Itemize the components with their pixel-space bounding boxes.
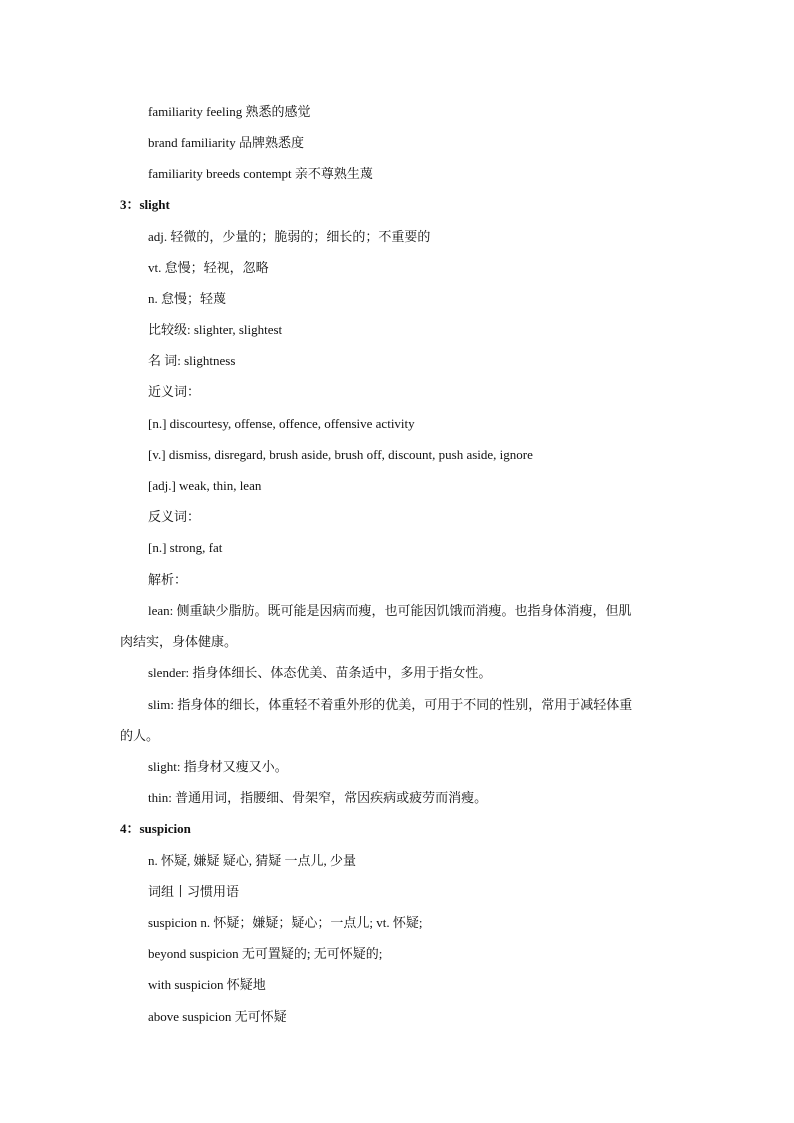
phrase-familiarity-feeling: familiarity feeling 熟悉的感觉 [148,104,311,119]
synonyms-label: 近义词： [148,384,201,399]
analysis-slender: slender: 指身体细长、体态优美、苗条适中，多用于指女性。 [148,665,492,680]
suspicion-n-definition: n. 怀疑, 嫌疑 疑心, 猜疑 一点儿, 少量 [148,853,357,868]
phrase-beyond-suspicion: beyond suspicion 无可置疑的; 无可怀疑的; [148,946,383,961]
slight-comparative: 比较级: slighter, slightest [148,322,283,337]
analysis-slim-continued: 的人。 [120,728,160,743]
antonyms-noun: [n.] strong, fat [148,540,223,555]
heading-suspicion: 4：suspicion [120,821,191,836]
slight-n-definition: n. 怠慢；轻蔑 [148,291,227,306]
slight-vt-definition: vt. 怠慢；轻视，忽略 [148,260,269,275]
phrase-brand-familiarity: brand familiarity 品牌熟悉度 [148,135,304,150]
analysis-lean: lean: 侧重缺少脂肪。既可能是因病而瘦，也可能因饥饿而消瘦。也指身体消瘦，但肌 [148,603,632,618]
phrase-above-suspicion: above suspicion 无可怀疑 [148,1009,287,1024]
phrase-familiarity-breeds-contempt: familiarity breeds contempt 亲不尊熟生蔑 [148,166,373,181]
phrases-label: 词组丨习惯用语 [148,884,240,899]
synonyms-verb: [v.] dismiss, disregard, brush aside, brush off, discount, push aside, ignore [148,447,533,462]
analysis-label: 解析： [148,572,188,587]
synonyms-adj: [adj.] weak, thin, lean [148,478,262,493]
analysis-slim: slim: 指身体的细长，体重轻不着重外形的优美，可用于不同的性别，常用于减轻体重 [148,697,633,712]
slight-adj-definition: adj. 轻微的，少量的；脆弱的；细长的；不重要的 [148,229,431,244]
analysis-slight: slight: 指身材又瘦又小。 [148,759,288,774]
analysis-lean-continued: 肉结实，身体健康。 [120,634,238,649]
phrase-suspicion-n: suspicion n. 怀疑；嫌疑；疑心；一点儿; vt. 怀疑; [148,915,423,930]
phrase-with-suspicion: with suspicion 怀疑地 [148,977,266,992]
heading-slight: 3：slight [120,197,170,212]
slight-noun-form: 名 词: slightness [148,353,236,368]
antonyms-label: 反义词： [148,509,201,524]
synonyms-noun: [n.] discourtesy, offense, offence, offensive activity [148,416,415,431]
analysis-thin: thin: 普通用词，指腰细、骨架窄，常因疾病或疲劳而消瘦。 [148,790,488,805]
